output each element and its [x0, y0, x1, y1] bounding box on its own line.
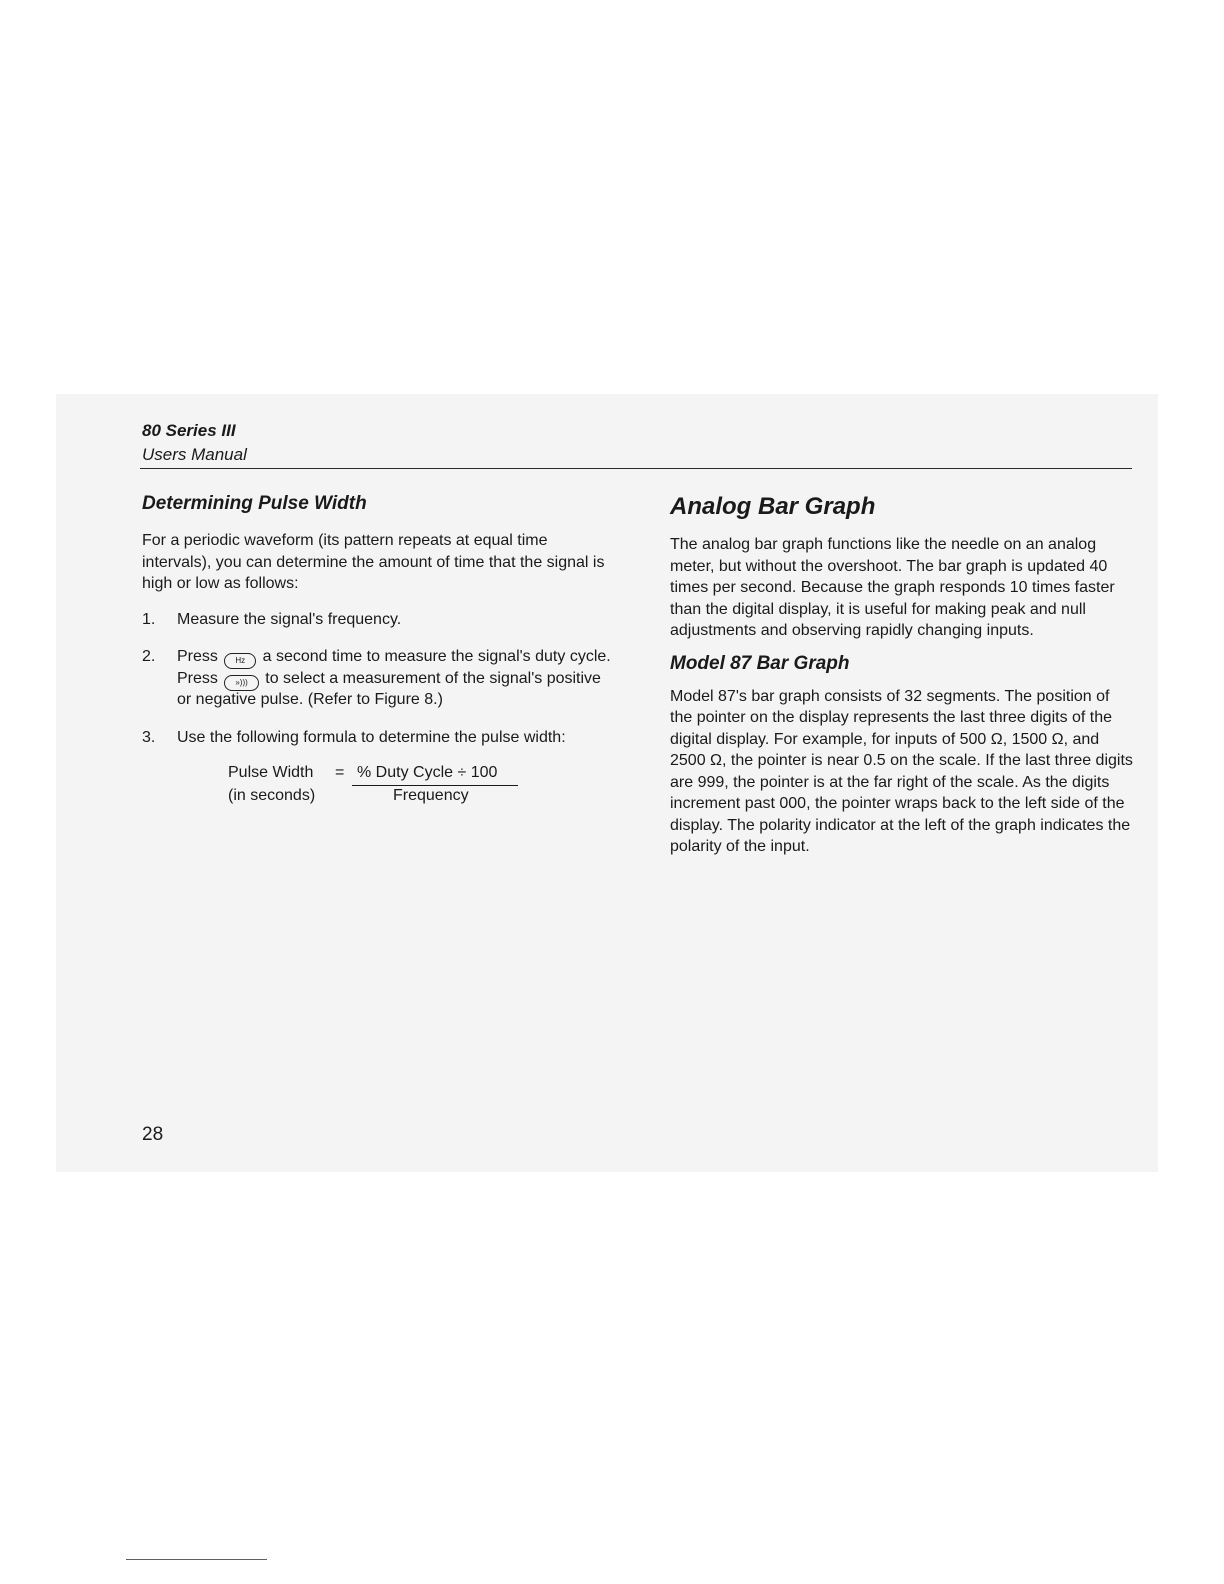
page-number: 28 — [142, 1124, 164, 1145]
formula-numerator: % Duty Cycle ÷ 100 — [357, 764, 498, 781]
header-manual-title: Users Manual — [142, 445, 247, 464]
steps-list — [142, 609, 612, 749]
step-text: Use the following formula to determine the pulse width: — [177, 728, 566, 746]
subheading-model-87: Model 87 Bar Graph — [670, 652, 850, 674]
header-series-title: 80 Series III — [142, 421, 236, 440]
continuity-key-icon: »))) — [224, 675, 258, 691]
step-number: 3. — [142, 728, 156, 746]
formula-equals: = — [335, 764, 345, 781]
pulse-width-formula — [142, 764, 612, 824]
list-item — [142, 646, 612, 711]
step-text: Measure the signal's frequency. — [177, 610, 402, 628]
formula-label: Pulse Width — [228, 764, 314, 781]
section-heading-pulse-width: Determining Pulse Width — [142, 493, 367, 514]
right-column — [670, 492, 1135, 858]
left-column — [142, 492, 612, 824]
bar-graph-paragraph: The analog bar graph functions like the needle on an analog meter, but without the overshoot. The bar graph is updated 40 times per second. Because the graph responds 10 times faster than the digital display, it is useful for making peak and null adjustments and observing rapidly changing inputs. — [670, 536, 1115, 639]
step-text: Press — [177, 648, 218, 665]
formula-denominator: Frequency — [393, 787, 469, 804]
step-number: 2. — [142, 648, 156, 665]
list-item — [142, 609, 612, 631]
step-number: 1. — [142, 610, 156, 628]
footer-link-underline — [126, 1559, 267, 1560]
intro-paragraph: For a periodic waveform (its pattern repeats at equal time intervals), you can determine the amount of time that the signal is high or low as follows: — [142, 532, 605, 592]
model-87-paragraph: Model 87's bar graph consists of 32 segments. The position of the pointer on the display represents the last three digits of the digital display. For example, for inputs of 500 Ω, 1500 Ω, and 2500 Ω, the pointer is near 0.5 on the scale. If the last three digits are 999, the pointer is at the far right of the scale. As the digits increment past 000, the pointer wraps back to the left side of the display. The polarity indicator at the left of the graph indicates the polarity of the input. — [670, 687, 1133, 855]
formula-unit-label: (in seconds) — [228, 787, 316, 804]
step-text: to select a measurement of the signal's positive or negative pulse. (Refer to Figure 8.) — [177, 669, 601, 708]
header-divider — [140, 468, 1132, 469]
hz-key-icon: Hz — [224, 653, 256, 669]
list-item — [142, 727, 612, 749]
step-text: a second time to measure the signal's duty cycle. Press — [177, 648, 611, 687]
section-heading-analog-bar-graph: Analog Bar Graph — [670, 493, 876, 520]
fraction-bar — [352, 785, 518, 786]
